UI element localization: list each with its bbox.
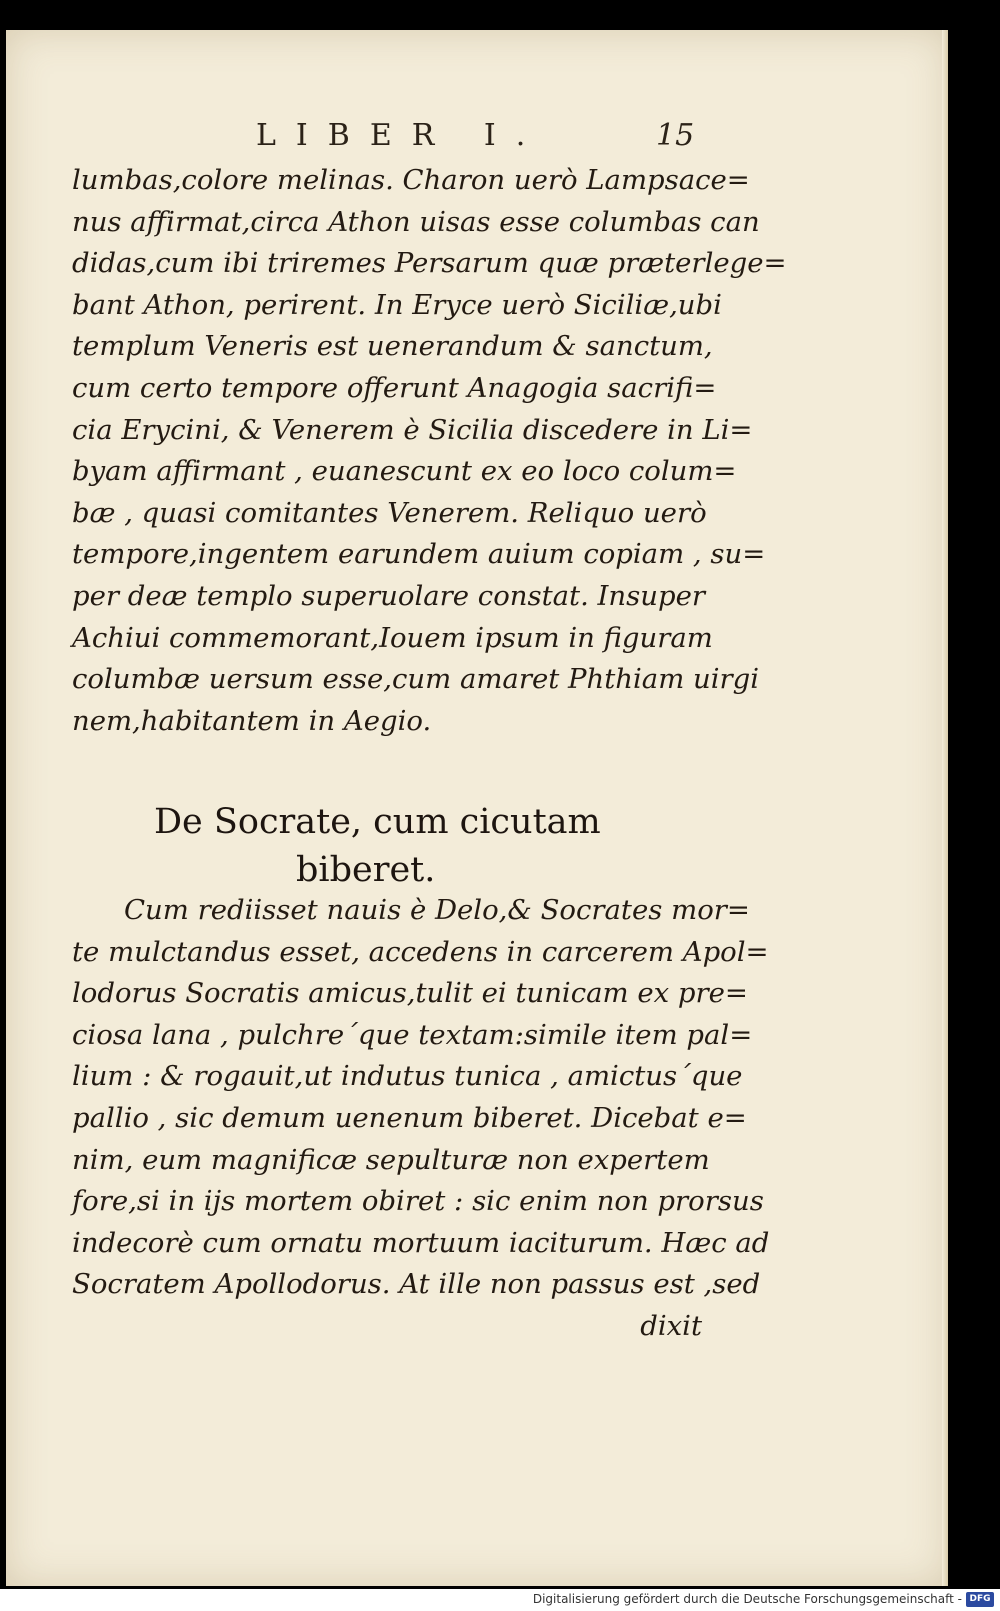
chapter-heading-line-1: De Socrate, cum cicutam	[154, 802, 601, 842]
text-line: cum certo tempore offerunt Anagogia sacrifi=	[72, 371, 717, 404]
chapter-heading-line-2: biberet.	[296, 850, 436, 890]
catchword: dixit	[640, 1309, 702, 1342]
text-line: byam affirmant , euanescunt ex eo loco colum=	[72, 455, 737, 488]
text-line: templum Veneris est uenerandum & sanctum,	[72, 330, 713, 363]
digitization-footer	[0, 1589, 1000, 1611]
text-line: te mulctandus esset, accedens in carcerem Apol=	[72, 935, 769, 968]
dfg-logo-icon: DFG	[966, 1592, 994, 1607]
page-number: 15	[656, 118, 695, 153]
text-line: ciosa lana , pulchre´que textam:simile item pal=	[72, 1018, 753, 1051]
text-line: bant Athon, perirent. In Eryce uerò Siciliæ,ubi	[72, 288, 722, 321]
text-line: lumbas,colore melinas. Charon uerò Lampsace=	[72, 164, 750, 196]
text-line: lodorus Socratis amicus,tulit ei tunicam ex pre=	[72, 977, 748, 1010]
text-line: cia Erycini, & Venerem è Sicilia discedere in Li=	[72, 413, 753, 446]
text-line: pallio , sic demum uenenum biberet. Dicebat e=	[72, 1101, 747, 1134]
text-line: Achiui commemorant,Iouem ipsum in figuram	[72, 621, 713, 654]
text-line: fore,si in ijs mortem obiret : sic enim non prorsus	[72, 1185, 764, 1218]
text-line: indecorè cum ornatu mortuum iaciturum. Hæc ad	[72, 1226, 770, 1259]
page-edge	[942, 30, 948, 1586]
text-line: Socratem Apollodorus. At ille non passus est ,sed	[72, 1268, 761, 1301]
text-line: Cum rediisset nauis è Delo,& Socrates mor=	[124, 894, 750, 926]
passage-2	[72, 890, 770, 1348]
passage-1	[72, 160, 787, 742]
text-line: lium : & rogauit,ut indutus tunica , amictus´que	[72, 1060, 743, 1093]
book-page	[6, 30, 948, 1586]
text-line: tempore,ingentem earundem auium copiam , su=	[72, 538, 766, 571]
text-line: columbæ uersum esse,cum amaret Phthiam uirgi	[72, 663, 760, 696]
running-title: LIBER I.	[256, 118, 546, 153]
funding-credit: Digitalisierung gefördert durch die Deutsche Forschungsgemeinschaft -	[532, 1592, 962, 1606]
text-line: bæ , quasi comitantes Venerem. Reliquo uerò	[72, 496, 707, 529]
text-line: didas,cum ibi triremes Persarum quæ præterlege=	[72, 247, 787, 280]
chapter-heading	[146, 798, 606, 894]
text-line: per deæ templo superuolare constat. Insuper	[72, 579, 705, 612]
text-line: nim, eum magnificæ sepulturæ non expertem	[72, 1143, 710, 1176]
text-line: nus affirmat,circa Athon uisas esse columbas can	[72, 205, 760, 238]
text-line: nem,habitantem in Aegio.	[72, 704, 432, 737]
